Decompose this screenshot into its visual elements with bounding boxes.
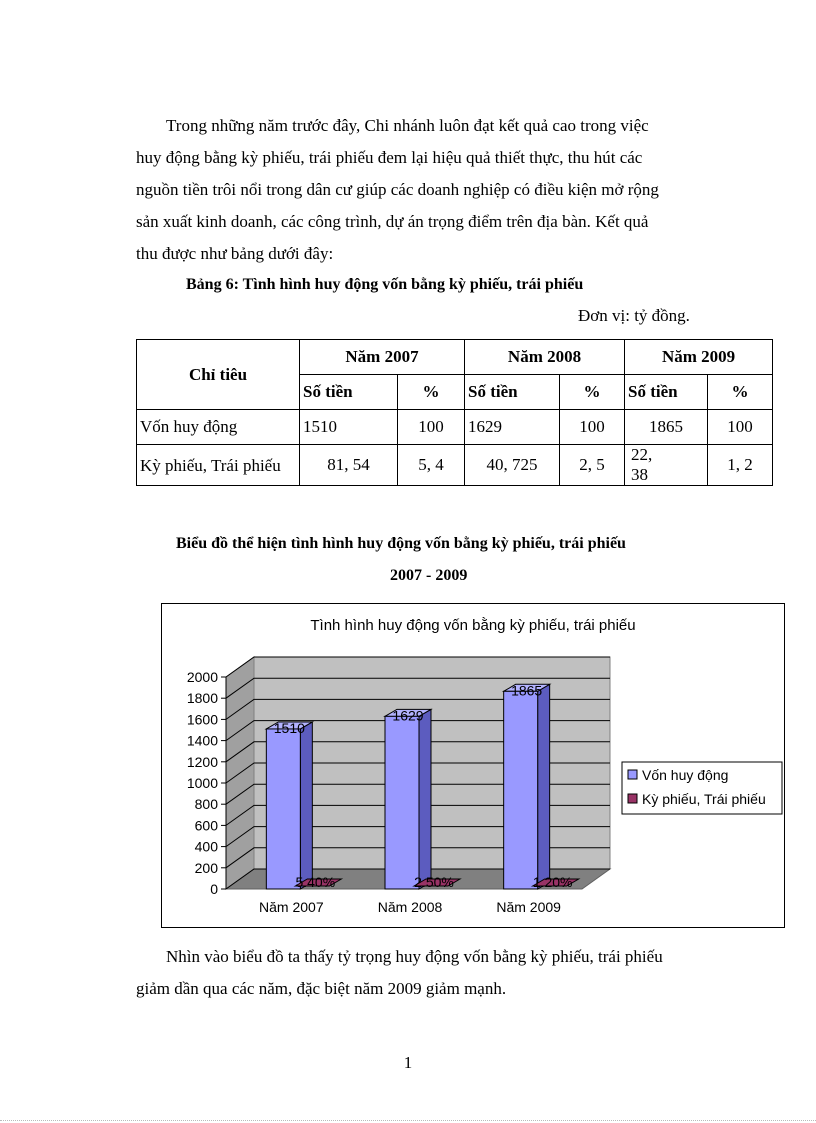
table-cell: 81, 54 (300, 445, 398, 486)
chart-title: Tình hình huy động vốn bằng kỳ phiếu, trái phiếu (310, 617, 636, 634)
chart-caption-line1: Biểu đồ thể hiện tình hình huy động vốn bằng kỳ phiếu, trái phiếu (176, 535, 626, 552)
legend-label: Kỳ phiếu, Trái phiếu (642, 791, 766, 807)
data-table (136, 339, 773, 486)
bar-von-huy-dong (504, 691, 538, 889)
intro-line: huy động bằng kỳ phiếu, trái phiếu đem lại hiệu quả thiết thực, thu hút các (136, 148, 643, 167)
header-year-2008: Năm 2008 (465, 340, 625, 375)
header-amount: Số tiền (625, 375, 708, 410)
table-cell: 5, 4 (398, 445, 465, 486)
bar-side-von-huy-dong (538, 684, 550, 889)
chart-x-tick-label: Năm 2009 (496, 899, 561, 915)
page-number: 1 (403, 1053, 413, 1072)
unit-label: Đơn vị: tỷ đồng. (578, 306, 690, 325)
intro-line: sản xuất kinh doanh, các công trình, dự án trọng điểm trên địa bàn. Kết quả (136, 212, 649, 231)
table-cell: 1510 (300, 410, 398, 445)
conclusion-line: Nhìn vào biểu đồ ta thấy tỷ trọng huy động vốn bằng kỳ phiếu, trái phiếu (166, 947, 663, 966)
bar-label-ky-phieu: 1.20% (532, 874, 573, 890)
bar-side-von-huy-dong (419, 709, 431, 889)
chart-canvas (162, 604, 784, 927)
bar-label-ky-phieu: 5.40% (295, 874, 336, 890)
chart-y-tick-label: 0 (210, 881, 218, 897)
chart-x-tick-label: Năm 2007 (259, 899, 324, 915)
header-percent: % (560, 375, 625, 410)
table-cell: 22, 38 (625, 445, 708, 486)
chart (161, 603, 785, 928)
chart-y-tick-label: 1200 (186, 753, 218, 770)
table-cell: 100 (708, 410, 773, 445)
table-cell: 100 (398, 410, 465, 445)
bar-label-von-huy-dong: 1865 (511, 682, 543, 699)
legend-swatch (628, 794, 637, 803)
legend-swatch (628, 770, 637, 779)
table-cell: 40, 725 (465, 445, 560, 486)
legend-label: Vốn huy động (642, 767, 729, 783)
row-label: Vốn huy động (137, 410, 300, 445)
chart-y-tick-label: 800 (194, 796, 218, 813)
row-label: Kỳ phiếu, Trái phiếu (137, 445, 300, 486)
table-cell: 1865 (625, 410, 708, 445)
table-title: Bảng 6: Tình hình huy động vốn bằng kỳ phiếu, trái phiếu (186, 276, 584, 293)
header-amount: Số tiền (300, 375, 398, 410)
bar-von-huy-dong (385, 716, 419, 889)
chart-y-tick-label: 400 (194, 838, 218, 855)
chart-caption-line2: 2007 - 2009 (390, 567, 468, 584)
conclusion-paragraph (136, 941, 739, 1005)
chart-y-tick-label: 1800 (186, 690, 218, 707)
chart-y-tick-label: 1600 (186, 711, 218, 728)
bar-label-ky-phieu: 2.50% (414, 874, 454, 890)
header-percent: % (398, 375, 465, 410)
chart-y-tick-label: 1000 (186, 775, 218, 791)
bar-von-huy-dong (266, 729, 300, 889)
conclusion-line: giảm dần qua các năm, đặc biệt năm 2009 giảm mạnh. (136, 979, 507, 998)
table-cell: 100 (560, 410, 625, 445)
table-row (137, 445, 773, 486)
intro-line: nguồn tiền trôi nổi trong dân cư giúp các doanh nghiệp có điều kiện mở rộng (136, 180, 659, 199)
table-cell: 2, 5 (560, 445, 625, 486)
intro-line: thu được như bảng dưới đây: (136, 244, 334, 263)
header-year-2009: Năm 2009 (625, 340, 773, 375)
header-percent: % (708, 375, 773, 410)
bar-label-von-huy-dong: 1629 (392, 707, 424, 724)
bar-side-von-huy-dong (300, 722, 312, 889)
chart-y-tick-label: 200 (194, 859, 218, 876)
header-chi-tieu: Chỉ tiêu (137, 340, 300, 410)
header-year-2007: Năm 2007 (300, 340, 465, 375)
table-cell: 1, 2 (708, 445, 773, 486)
chart-y-tick-label: 600 (194, 817, 218, 834)
header-amount: Số tiền (465, 375, 560, 410)
bar-label-von-huy-dong: 1510 (273, 719, 305, 736)
footer-divider (0, 1120, 816, 1121)
table-cell: 1629 (465, 410, 560, 445)
chart-x-tick-label: Năm 2008 (377, 899, 443, 915)
table-row (137, 410, 773, 445)
intro-line: Trong những năm trước đây, Chi nhánh luôn đạt kết quả cao trong việc (166, 116, 649, 135)
chart-y-tick-label: 2000 (186, 669, 218, 685)
chart-y-tick-label: 1400 (186, 732, 218, 749)
intro-paragraph (136, 110, 739, 270)
